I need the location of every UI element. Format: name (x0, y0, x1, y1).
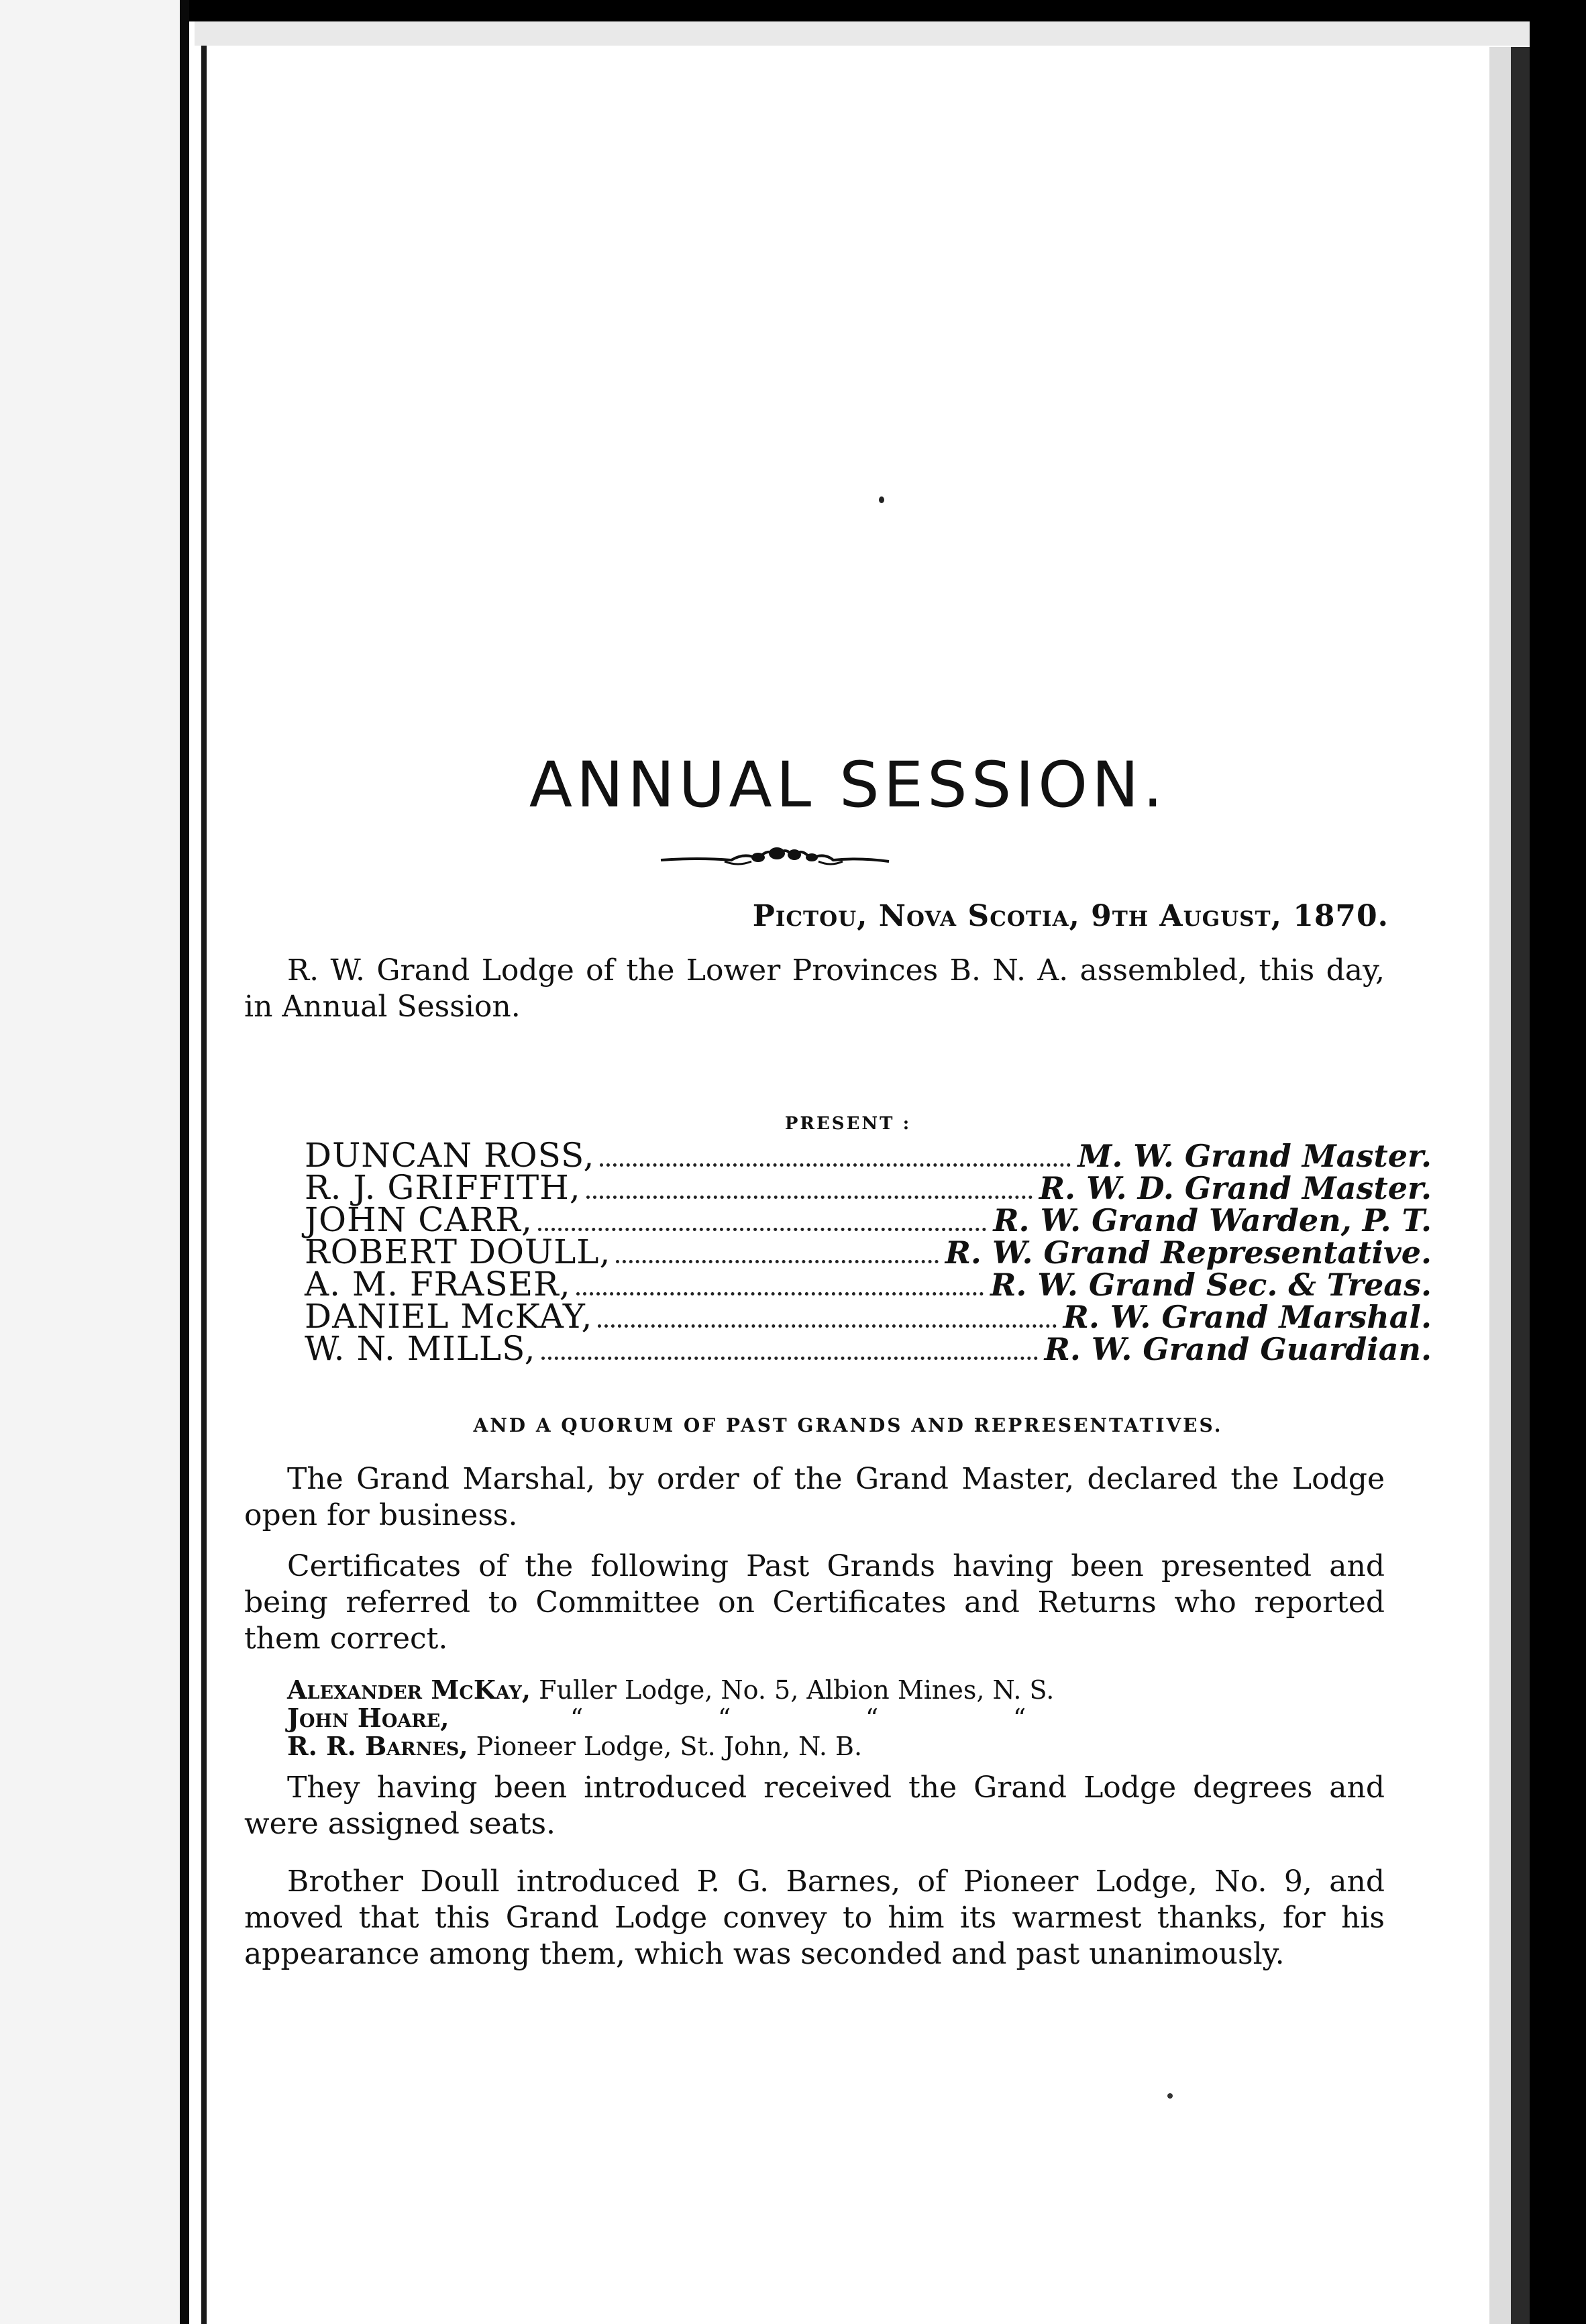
certificate-entry (287, 1704, 1374, 1732)
officer-title: R. W. Grand Warden, P. T. (993, 1202, 1432, 1238)
document-page (207, 46, 1489, 2324)
certificates-list (287, 1676, 1374, 1760)
leader-dots (616, 1260, 938, 1263)
page-right-shadow (1489, 47, 1512, 2324)
officer-title: M. W. Grand Master. (1077, 1138, 1432, 1174)
officer-title: R. W. Grand Guardian. (1044, 1331, 1432, 1367)
officer-name: DUNCAN ROSS, (305, 1136, 595, 1175)
ink-speck (879, 496, 884, 503)
binding-shadow (180, 0, 189, 2324)
leader-dots (541, 1357, 1038, 1360)
page-top-shadow (195, 21, 1543, 46)
officer-name: W. N. MILLS, (305, 1329, 536, 1368)
past-grand-name: R. R. Barnes, (287, 1731, 468, 1761)
scan-top-border (189, 0, 1558, 21)
officer-row (305, 1232, 1432, 1271)
opening-paragraph: The Grand Marshal, by order of the Grand Master, declared the Lodge open for business. (244, 1462, 1385, 1532)
officer-row (305, 1136, 1432, 1175)
lodge-detail: Pioneer Lodge, St. John, N. B. (476, 1732, 863, 1761)
leader-dots (538, 1228, 986, 1231)
officer-row (305, 1329, 1432, 1368)
ditto-mark: “ (570, 1703, 584, 1733)
officer-row (305, 1265, 1432, 1304)
officer-title: R. W. Grand Representative. (945, 1234, 1432, 1271)
officer-title: R. W. Grand Sec. & Treas. (990, 1267, 1432, 1303)
leader-dots (598, 1324, 1056, 1328)
officer-title: R. W. Grand Marshal. (1063, 1299, 1432, 1335)
doull-paragraph: Brother Doull introduced P. G. Barnes, of Pioneer Lodge, No. 9, and moved that this Grand Lodge convey to him its warmest thanks, for his appearance among them, which was seconded and past unanimously. (244, 1864, 1385, 1971)
facing-page-edge (0, 0, 180, 2324)
certificate-entry (287, 1676, 1374, 1704)
introduced-paragraph: They having been introduced received the Grand Lodge degrees and were assigned seats. (244, 1771, 1385, 1841)
officer-row (305, 1168, 1432, 1207)
officer-name: A. M. FRASER, (305, 1265, 571, 1304)
page-edge-line (201, 0, 207, 2324)
intro-paragraph: R. W. Grand Lodge of the Lower Provinces B. N. A. assembled, this day, in Annual Session. (244, 953, 1385, 1024)
leader-dots (600, 1163, 1071, 1167)
ink-speck (1167, 2093, 1173, 2099)
present-label: PRESENT : (784, 1114, 912, 1134)
officer-row (305, 1200, 1432, 1239)
scan-right-border (1530, 0, 1586, 2324)
officer-row (305, 1297, 1432, 1336)
ditto-mark: “ (865, 1703, 879, 1733)
page-title: ANNUAL SESSION. (529, 749, 1167, 822)
lodge-detail: Fuller Lodge, No. 5, Albion Mines, N. S. (539, 1675, 1055, 1705)
ditto-mark: “ (717, 1703, 731, 1733)
certificates-paragraph: Certificates of the following Past Grands having been presented and being referred to Committee on Certificates and Returns who reported them correct. (244, 1549, 1385, 1656)
officer-name: JOHN CARR, (305, 1200, 533, 1239)
dateline: Pictou, Nova Scotia, 9th August, 1870. (752, 899, 1389, 933)
leader-dots (576, 1292, 984, 1296)
officer-title: R. W. D. Grand Master. (1039, 1170, 1432, 1206)
past-grand-name: John Hoare, (287, 1703, 450, 1733)
officer-name: ROBERT DOULL, (305, 1232, 611, 1271)
officers-list (305, 1136, 1432, 1368)
ditto-mark: “ (1012, 1703, 1026, 1733)
page-right-edge (1511, 47, 1531, 2324)
past-grand-name: Alexander McKay, (287, 1675, 531, 1705)
officer-name: DANIEL McKAY, (305, 1297, 593, 1336)
quorum-line: AND A QUORUM OF PAST GRANDS AND REPRESENTATIVES. (473, 1414, 1223, 1436)
ornament-divider (657, 837, 892, 878)
leader-dots (586, 1196, 1033, 1199)
officer-name: R. J. GRIFFITH, (305, 1168, 581, 1207)
certificate-entry (287, 1732, 1374, 1760)
